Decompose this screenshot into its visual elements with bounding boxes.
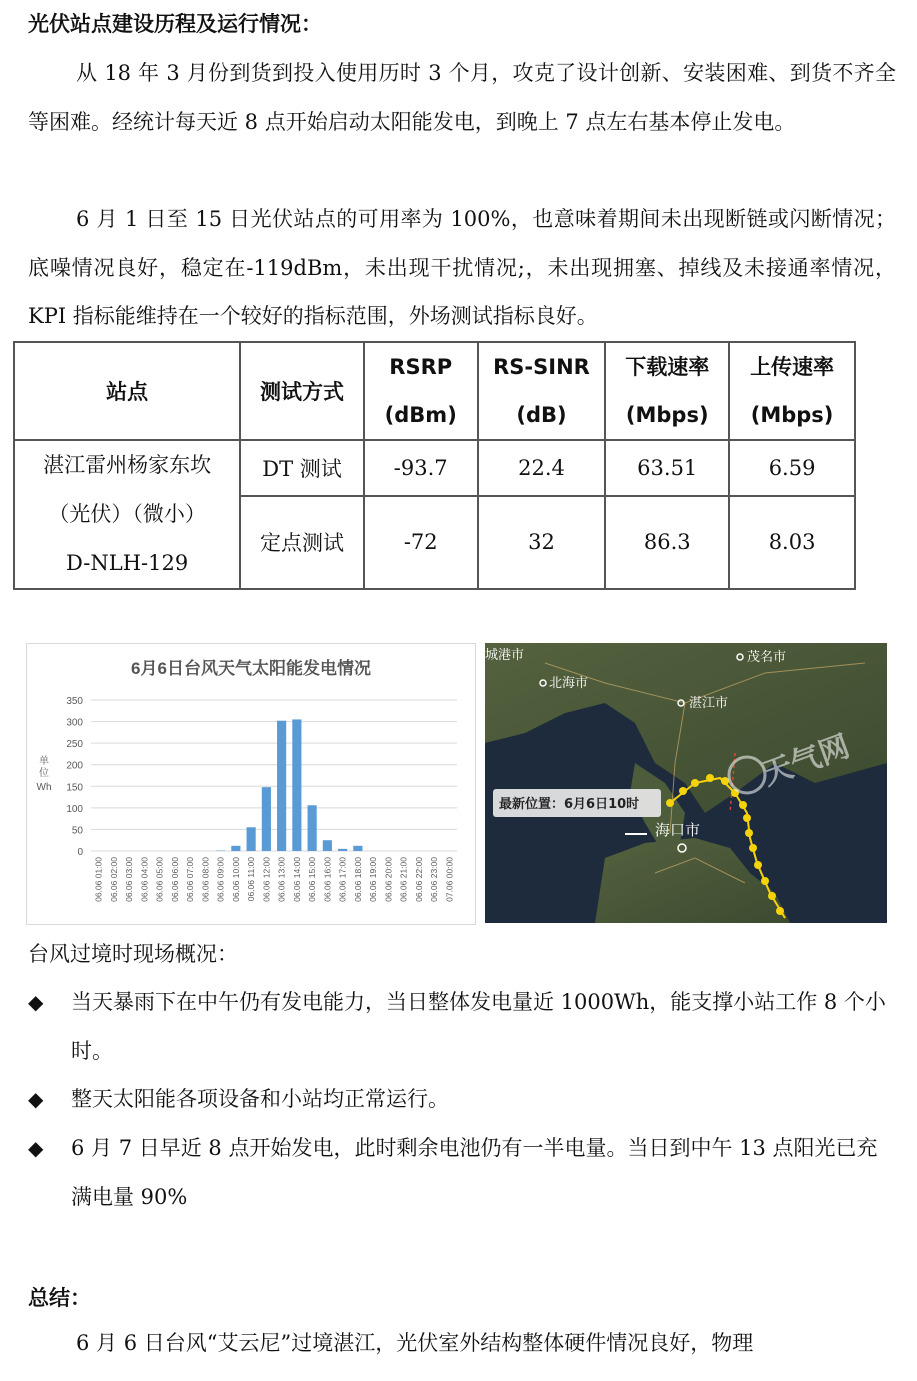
x-tick-label: 06.06 23:00	[429, 857, 440, 902]
header-method: 测试方式	[240, 342, 364, 440]
cell-upload: 8.03	[729, 496, 855, 589]
x-tick-label: 06.06 18:00	[352, 857, 363, 902]
x-tick-label: 06.06 01:00	[93, 857, 104, 902]
x-tick-label: 06.06 15:00	[307, 857, 318, 902]
typhoon-intro: 台风过境时现场概况：	[28, 942, 238, 966]
chart-bar	[277, 721, 286, 851]
y-tick-label: 300	[66, 717, 83, 729]
watermark-text: 天气网	[757, 728, 855, 793]
x-tick-label: 07.06 00:00	[444, 857, 455, 902]
x-tick-label: 06.06 12:00	[261, 857, 272, 902]
y-tick-label: 100	[66, 803, 83, 815]
header-sinr: RS-SINR (dB)	[478, 342, 606, 440]
y-tick-label: 150	[66, 782, 83, 794]
map-label-port: 城港市	[485, 648, 525, 663]
y-tick-label: 50	[71, 825, 83, 837]
x-tick-label: 06.06 06:00	[169, 857, 180, 902]
x-tick-label: 06.06 11:00	[246, 857, 257, 902]
cell-method: DT 测试	[240, 440, 364, 496]
x-tick-label: 06.06 16:00	[322, 857, 333, 902]
table-header-row	[14, 342, 855, 440]
chart-svg	[27, 644, 475, 924]
latest-position-label: 最新位置：6月6日10时	[499, 797, 640, 812]
cell-sinr: 22.4	[478, 440, 606, 496]
cell-upload: 6.59	[729, 440, 855, 496]
map-label-haikou: 海口市	[655, 821, 701, 839]
x-tick-label: 06.06 03:00	[124, 857, 135, 902]
y-tick-label: 0	[77, 847, 83, 858]
list-item: ◆ 整天太阳能各项设备和小站均正常运行。	[28, 1075, 896, 1124]
list-item: ◆ 6 月 7 日早近 8 点开始发电，此时剩余电池仍有一半电量。当日到中午 13 点阳光已充满电量 90%	[28, 1124, 896, 1221]
summary-paragraph: 6 月 6 日台风“艾云尼”过境湛江，光伏室外结构整体硬件情况良好，物理	[76, 1331, 754, 1355]
chart-bar	[247, 827, 256, 851]
chart-bar	[308, 805, 317, 851]
bullet-diamond-icon: ◆	[28, 1087, 44, 1111]
header-download: 下载速率 (Mbps)	[605, 342, 729, 440]
summary-heading: 总结：	[28, 1286, 91, 1310]
list-item: ◆ 当天暴雨下在中午仍有发电能力，当日整体发电量近 1000Wh，能支撑小站工作 8 个小时。	[28, 978, 896, 1075]
chart-bar	[231, 846, 240, 851]
map-label-zhanjiang: 湛江市	[689, 696, 729, 711]
cell-download: 86.3	[605, 496, 729, 589]
x-tick-label: 06.06 10:00	[230, 857, 241, 902]
typhoon-track-map	[485, 643, 887, 923]
cell-sinr: 32	[478, 496, 606, 589]
y-tick-label: 350	[66, 696, 83, 707]
x-tick-label: 06.06 07:00	[185, 857, 196, 902]
kpi-test-table	[13, 341, 856, 590]
bullet-diamond-icon: ◆	[28, 1136, 44, 1160]
y-tick-label: 250	[66, 739, 83, 751]
chart-title: 6月6日台风天气太阳能发电情况	[131, 659, 371, 678]
y-tick-label: 200	[66, 760, 83, 772]
x-tick-label: 06.06 13:00	[276, 857, 287, 902]
section-heading-construction: 光伏站点建设历程及运行情况：	[28, 12, 322, 36]
x-tick-label: 06.06 22:00	[413, 857, 424, 902]
x-tick-label: 06.06 02:00	[108, 857, 119, 902]
header-upload: 上传速率 (Mbps)	[729, 342, 855, 440]
solar-generation-chart	[26, 643, 476, 925]
chart-bar	[323, 840, 332, 851]
cell-download: 63.51	[605, 440, 729, 496]
table-row	[14, 440, 855, 496]
map-label-maoming: 茂名市	[747, 650, 787, 665]
cell-rsrp: -72	[364, 496, 478, 589]
chart-bar	[353, 846, 362, 851]
x-tick-label: 06.06 21:00	[398, 857, 409, 902]
paragraph-availability: 6 月 1 日至 15 日光伏站点的可用率为 100%，也意味着期间未出现断链或闪断情况；底噪情况良好，稳定在-119dBm，未出现干扰情况;，未出现拥塞、掉线及未接通率情况，KPI 指标能维持在一个较好的指标范围，外场测试指标良好。	[28, 207, 896, 328]
header-site: 站点	[14, 342, 240, 440]
x-tick-label: 06.06 14:00	[291, 857, 302, 902]
paragraph-construction-history: 从 18 年 3 月份到货到投入使用历时 3 个月，攻克了设计创新、安装困难、到货不齐全等困难。经统计每天近 8 点开始启动太阳能发电，到晚上 7 点左右基本停止发电。	[28, 61, 896, 134]
x-tick-label: 06.06 09:00	[215, 857, 226, 902]
chart-bar	[338, 849, 347, 851]
bullet-diamond-icon: ◆	[28, 990, 44, 1014]
map-svg	[485, 643, 887, 923]
header-rsrp: RSRP (dBm)	[364, 342, 478, 440]
chart-bar	[292, 719, 301, 851]
x-tick-label: 06.06 05:00	[154, 857, 165, 902]
map-label-beihai: 北海市	[549, 676, 589, 691]
cell-rsrp: -93.7	[364, 440, 478, 496]
cell-method: 定点测试	[240, 496, 364, 589]
x-tick-label: 06.06 04:00	[139, 857, 150, 902]
chart-bar	[262, 787, 271, 851]
x-tick-label: 06.06 17:00	[337, 857, 348, 902]
x-tick-label: 06.06 20:00	[383, 857, 394, 902]
x-tick-label: 06.06 19:00	[368, 857, 379, 902]
y-axis-label: 单位 Wh	[36, 756, 52, 793]
site-name-cell: 湛江雷州杨家东坎 （光伏）（微小） D-NLH-129	[14, 440, 240, 589]
x-tick-label: 06.06 08:00	[200, 857, 211, 902]
